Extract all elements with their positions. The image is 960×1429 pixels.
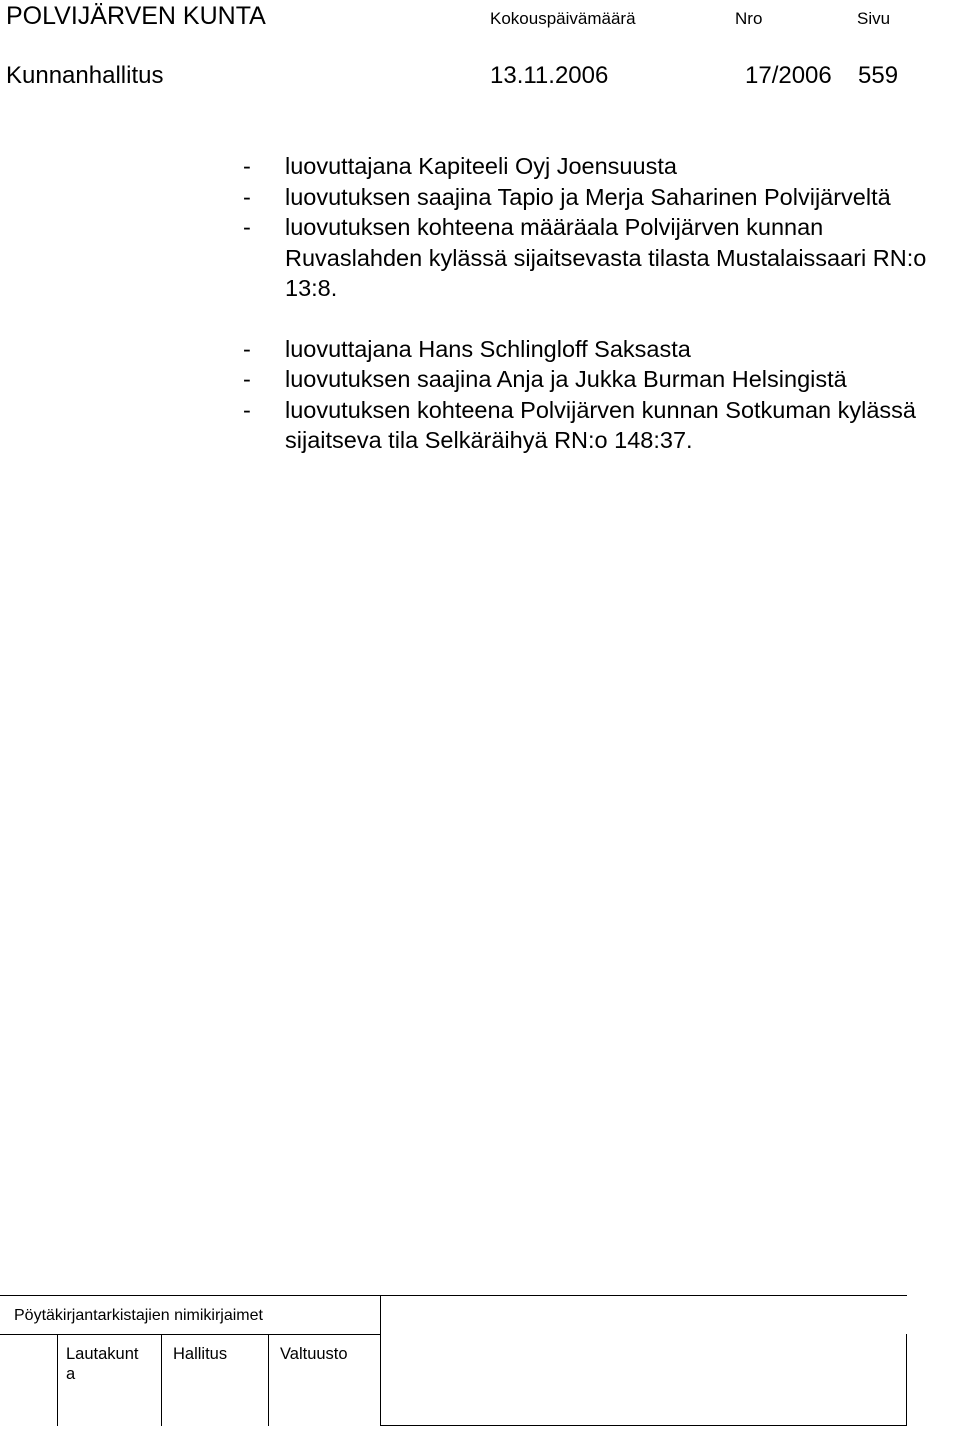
signatures-label: Pöytäkirjantarkistajien nimikirjaimet xyxy=(14,1307,263,1324)
list-item xyxy=(243,182,943,213)
page-label: Sivu xyxy=(857,9,891,28)
list-item xyxy=(243,151,943,182)
list-item xyxy=(243,334,943,365)
item-text: luovutuksen saajina Tapio ja Merja Saharinen Polvijärveltä xyxy=(285,183,891,210)
council-label: Valtuusto xyxy=(280,1345,348,1363)
bullet-dash: - xyxy=(243,153,251,179)
bullet-dash: - xyxy=(243,183,251,210)
item-text: luovuttajana Hans Schlingloff Saksasta xyxy=(285,335,691,362)
footer-divider xyxy=(906,1334,907,1426)
page-number: 559 xyxy=(858,62,899,89)
list-item xyxy=(243,364,943,395)
board-label: Hallitus xyxy=(173,1345,228,1363)
bullet-dash: - xyxy=(243,214,251,240)
transfer-block-2 xyxy=(243,334,943,456)
bullet-dash: - xyxy=(243,335,251,362)
bullet-dash: - xyxy=(243,396,251,423)
list-item xyxy=(243,212,943,304)
item-text: luovutuksen saajina Anja ja Jukka Burman Helsingistä xyxy=(285,366,847,392)
item-text: luovuttajana Kapiteeli Oyj Joensuusta xyxy=(285,153,677,179)
document-body xyxy=(243,151,943,486)
list-item xyxy=(243,395,943,456)
minutes-number: 17/2006 xyxy=(745,62,832,89)
footer-divider xyxy=(57,1334,58,1426)
bullet-dash: - xyxy=(243,366,251,392)
item-text: luovutuksen kohteena Polvijärven kunnan Sotkuman kylässä sijaitseva tila Selkäräihyä RN:o 148:37. xyxy=(285,396,916,453)
governing-body: Kunnanhallitus xyxy=(6,62,164,89)
organization-name: POLVIJÄRVEN KUNTA xyxy=(6,2,266,30)
footer-top-rule xyxy=(0,1295,907,1296)
number-label: Nro xyxy=(735,9,763,28)
meeting-date-label: Kokouspäivämäärä xyxy=(490,9,636,28)
footer-divider xyxy=(380,1334,381,1426)
committee-label: Lautakunt xyxy=(66,1345,139,1363)
footer-divider xyxy=(380,1295,381,1334)
footer-bottom-rule xyxy=(380,1425,907,1426)
footer-mid-rule xyxy=(0,1334,381,1335)
committee-label-cont: a xyxy=(66,1365,76,1383)
footer-divider xyxy=(161,1334,162,1426)
meeting-date: 13.11.2006 xyxy=(490,62,609,89)
footer-divider xyxy=(268,1334,269,1426)
item-text: luovutuksen kohteena määräala Polvijärven kunnan Ruvaslahden kylässä sijaitsevasta tilasta Mustalaissaari RN:o 13:8. xyxy=(285,214,927,301)
transfer-block-1 xyxy=(243,151,943,304)
